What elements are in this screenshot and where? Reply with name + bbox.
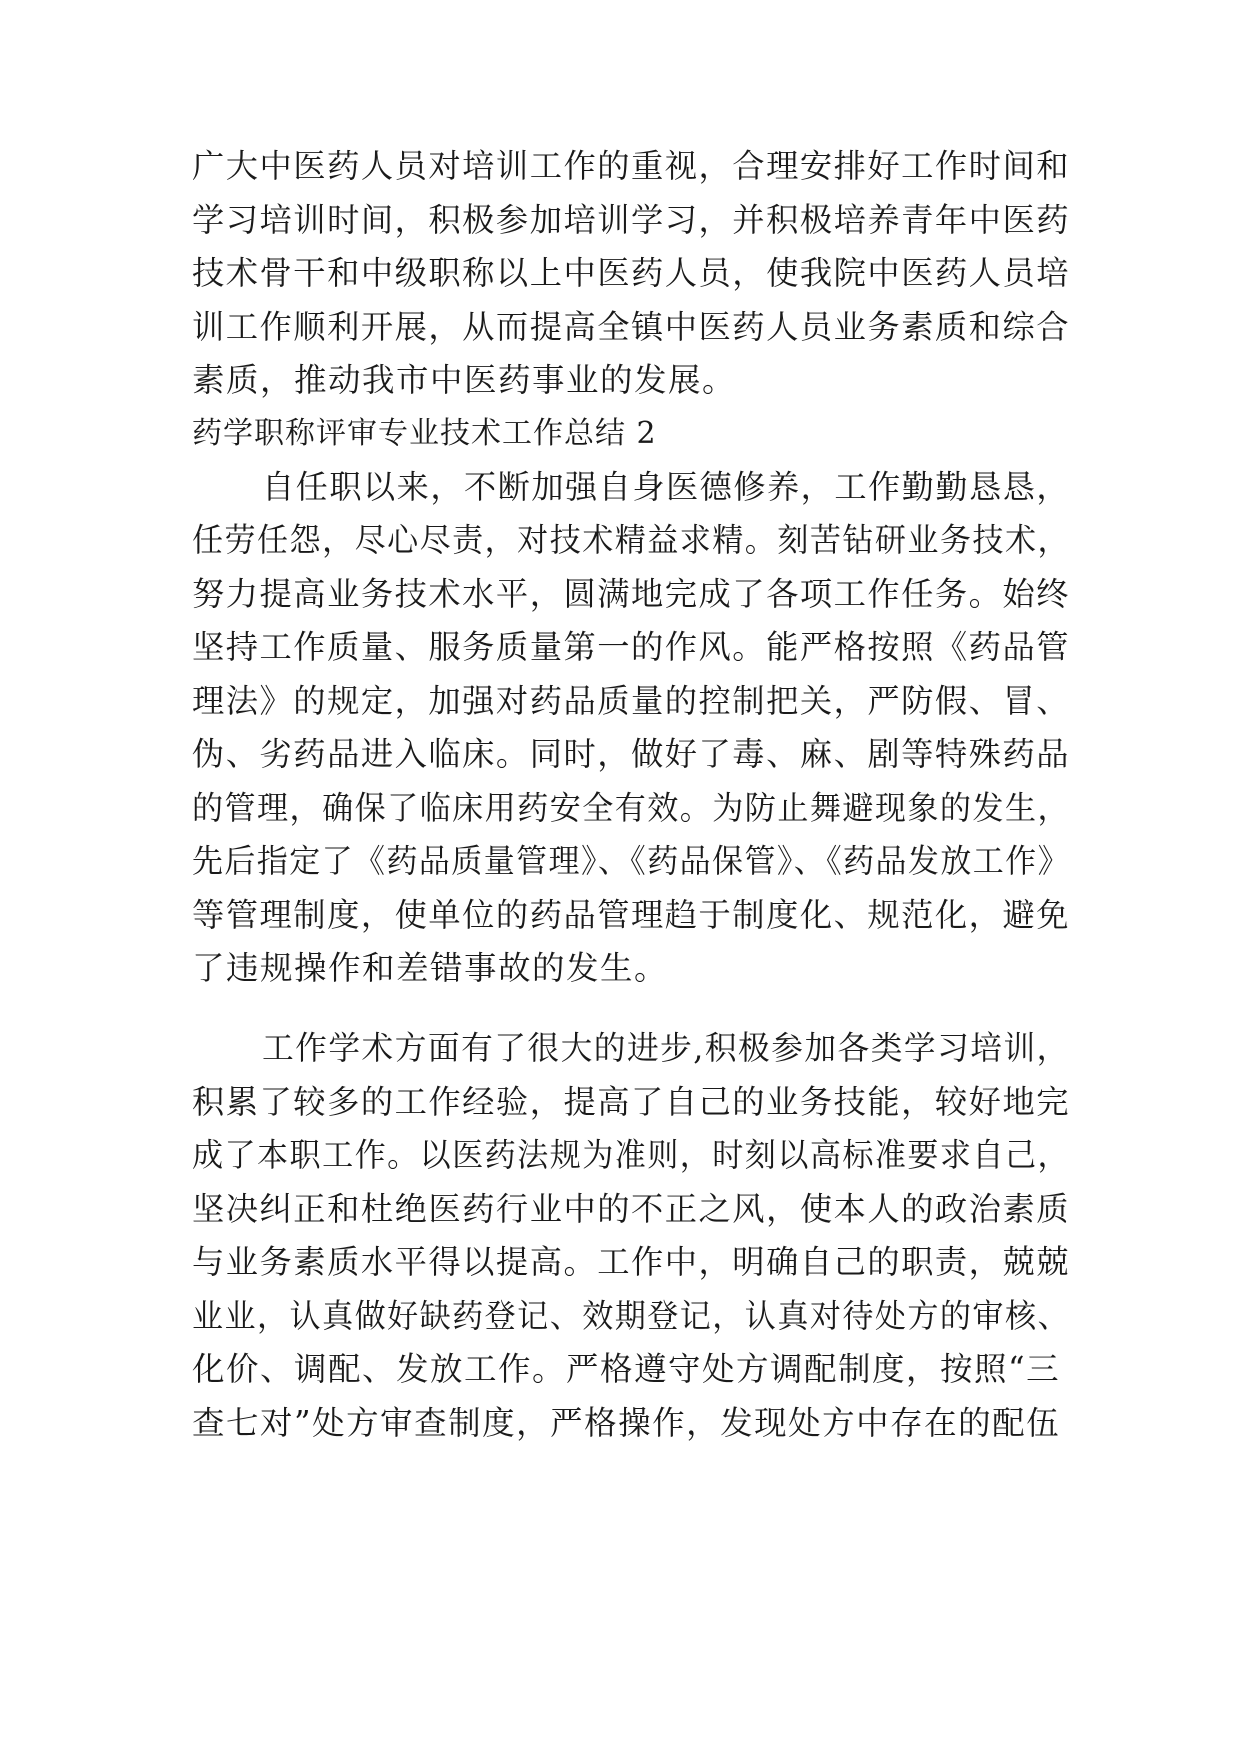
text-line: 查七对”处方审查制度，严格操作，发现处方中存在的配伍	[192, 1404, 1061, 1442]
text-line: 等管理制度，使单位的药品管理趋于制度化、规范化，避免	[192, 896, 1071, 934]
text-line: 广大中医药人员对培训工作的重视，合理安排好工作时间和	[192, 147, 1071, 185]
text-line: 成了本职工作。以医药法规为准则，时刻以高标准要求自己，	[192, 1136, 1070, 1174]
text-line: 业业，认真做好缺药登记、效期登记，认真对待处方的审核、	[192, 1297, 1070, 1335]
text-line: 工作学术方面有了很大的进步,积极参加各类学习培训，	[262, 1029, 1070, 1067]
text-line: 了违规操作和差错事故的发生。	[192, 949, 669, 987]
text-line: 先后指定了《药品质量管理》、《药品保管》、《药品发放工作》	[192, 842, 1071, 880]
text-line: 自任职以来，不断加强自身医德修养，工作勤勤恳恳，	[262, 468, 1071, 506]
text-line: 与业务素质水平得以提高。工作中，明确自己的职责，兢兢	[192, 1243, 1071, 1281]
text-line: 伪、劣药品进入临床。同时，做好了毒、麻、剧等特殊药品	[192, 735, 1071, 773]
text-line: 素质，推动我市中医药事业的发展。	[192, 361, 737, 399]
text-line: 任劳任怨，尽心尽责，对技术精益求精。刻苦钻研业务技术，	[192, 521, 1070, 559]
text-line: 技术骨干和中级职称以上中医药人员，使我院中医药人员培	[192, 254, 1071, 292]
section-heading: 药学职称评审专业技术工作总结 2	[192, 416, 657, 451]
text-line: 坚决纠正和杜绝医药行业中的不正之风，使本人的政治素质	[192, 1190, 1071, 1228]
text-line: 的管理，确保了临床用药安全有效。为防止舞避现象的发生，	[192, 789, 1070, 827]
text-line: 训工作顺利开展，从而提高全镇中医药人员业务素质和综合	[192, 308, 1071, 346]
text-line: 坚持工作质量、服务质量第一的作风。能严格按照《药品管	[192, 628, 1071, 666]
text-line: 理法》的规定，加强对药品质量的控制把关，严防假、冒、	[192, 682, 1071, 720]
text-line: 积累了较多的工作经验，提高了自己的业务技能，较好地完	[192, 1083, 1071, 1121]
text-line: 学习培训时间，积极参加培训学习，并积极培养青年中医药	[192, 201, 1071, 239]
text-line: 化价、调配、发放工作。严格遵守处方调配制度，按照“三	[192, 1350, 1061, 1388]
text-line: 努力提高业务技术水平，圆满地完成了各项工作任务。始终	[192, 575, 1071, 613]
